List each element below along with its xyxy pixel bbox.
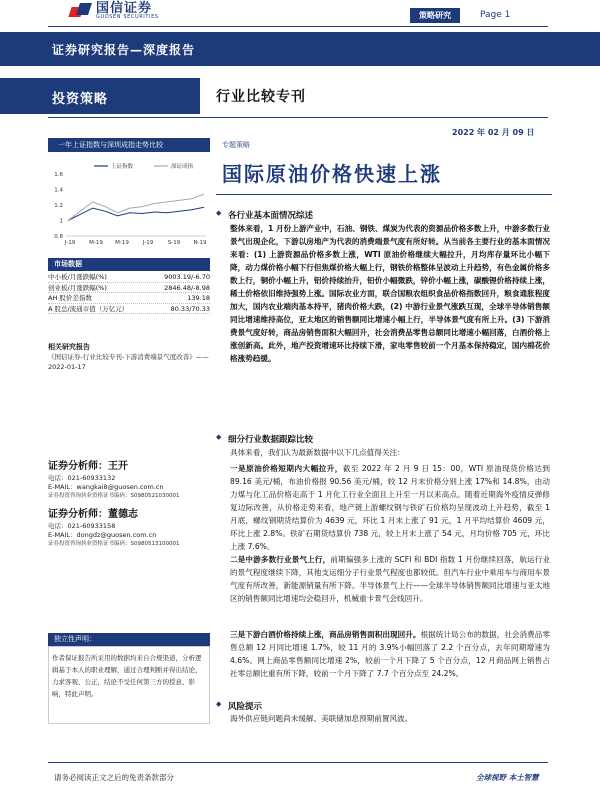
analyst-phone: 电话：021-60933132	[48, 474, 116, 482]
analyst-email[interactable]: E-MAIL：wangkai8@guosen.com.cn	[48, 483, 164, 491]
market-data-table	[48, 272, 210, 314]
disclaimer-header: 独立性声明：	[48, 633, 210, 646]
analyst-cert: 证券投资咨询执业资格证书编码：S0980521030001	[48, 493, 180, 499]
y-tick-label: 1.6	[54, 172, 63, 178]
report-date: 2022 年 02 月 09 日	[452, 128, 535, 137]
paragraph	[230, 462, 550, 553]
x-tick-label: M-19	[115, 240, 129, 246]
paragraph-body: 截至 2022 年 2 月 9 日 15：00，WTI 原油现货价格达到 89.16 美元/桶，布油价格报 90.56 美元/桶，较 12 月末价格分别上涨 17%和 14.8%，由动力煤与化工品价格走高于 1 月化工行业全面且上升至一月以来高点。随着近期海外疫情反弹修复边际改善，从价格走势来看，地产链上游螺纹钢与铁矿石价格均呈现波动上升趋势，截至 1 月底，螺纹钢期货结算价为 4639 元，环比 1 月末上涨了 91 元，1 月平均结算价 4609 元，环比上涨 2.8%。铁矿石期货结算价 738 元，较上月末上涨了 54 元，月均价格 705 元，环比上涨 7.6%。	[230, 464, 550, 551]
report-banner-text: 证券研究报告—深度报告	[52, 43, 196, 57]
analyst-card	[48, 460, 218, 500]
x-tick-label: M-19	[89, 240, 103, 246]
header-divider	[48, 26, 548, 27]
y-tick-label: 1	[59, 218, 63, 225]
series-line	[68, 194, 204, 220]
row-label: 中小板/月涨跌幅(%)	[48, 273, 107, 281]
table-row	[48, 304, 210, 315]
disclaimer-text: 作者保证报告所采用的数据均来自合规渠道，分析逻辑基于本人的职业理解，通过合理判断并得出结论，力求客观、公正，结论不受任何第三方的授意、影响，特此声明。	[52, 654, 202, 698]
analyst-email[interactable]: E-MAIL：dongdz@guosen.com.cn	[48, 531, 157, 539]
related-report-link[interactable]: 《国信证券-行业比较专刊-下游消费端景气度改善》——2022-01-17	[48, 353, 209, 371]
footer-disclaimer: 请务必阅读正文之后的免责条款部分	[54, 773, 174, 782]
paragraph	[230, 628, 550, 680]
section-body: 整体来看，1 月份上游产业中，石油、钢铁、煤炭为代表的资源品价格多数上升，中游多数行业景气出现企化，下游以房地产为代表的消费端景气度有所好转。从当前各主要行业的基本面情况来看：(1) 上游资源品价格多数上涨，WTI 原油价格继续大幅拉升，月均库存量环比小幅下降，动力煤价格小幅下行但焦煤价格大幅上行，钢铁价格整体呈波动上升趋势，有色金属价格多数上行，铜价小幅上升，铝价持续抬升，铅价小幅微跌，锌价小幅上涨，碳酸锂价格持续上涨，稀土价格依旧维持强势上涨。国际农业方面，联合国粮农组织食品价格指数回升，粮食通胀程度加大，国内农业端肉基本持平，猪肉价格大跌，(2) 中游行业景气涨跌互现，全球半导体销售额同比增速维持高位，亚太地区的销售额同比增速小幅上行，半导体景气度有所上升。(3) 下游消费景气度好转，商品房销售面积大幅回升，社会消费品零售总额同比增速小幅回落，白酒价格上涨创新高。此外，地产投资增速环比持续下滑，家电零售较前一个月基本保持稳定，国内棉花价格涨势趋缓。	[230, 224, 550, 363]
title-divider	[216, 194, 552, 195]
paragraph-lead: 三是下游白酒价格持续上涨，商品房销售面积出现回升。	[230, 630, 421, 639]
x-tick-label: N-19	[193, 240, 207, 246]
table-row	[48, 283, 210, 294]
row-value: 2846.48/-8.98	[164, 283, 210, 292]
section-heading: ◆ 各行业基本面情况综述	[228, 209, 313, 221]
paragraph-body: 前期偏强多上涨的 SCFI 和 BDI 指数 1 月份继续回落，航运行业的景气程度继续下降，其他支运细分子行业景气程度也都较低。但汽车行业中乘用车与商用车景气度有所改善，新能源销量有所下降。半导体景气上行——全球半导体销售额同比增速与亚太地区的销售额同比增速均会稳回升，机械重卡景气会线回升。	[230, 555, 551, 603]
analyst-name: 证券分析师：王开	[48, 461, 128, 472]
main-title: 国际原油价格快速上涨	[222, 162, 442, 186]
paragraph-lead: 二是中游多数行业景气上行，	[230, 555, 331, 564]
section-body: 海外供应链问题尚未缓解、美联储加息预期前置风波。	[230, 714, 413, 723]
logo-cn: 国信证券	[96, 1, 153, 16]
table-row	[48, 293, 210, 304]
section-divider	[48, 117, 548, 118]
row-value: 139.18	[187, 294, 210, 302]
row-value: 80.33/70.33	[170, 304, 210, 313]
report-subtitle: 行业比较专刊	[216, 89, 306, 105]
section-heading: ◆ 风险提示	[228, 700, 262, 712]
report-type-label: 策略研究	[410, 8, 460, 23]
analyst-phone: 电话：021-60933158	[48, 522, 116, 530]
legend-label: 深证成指	[171, 164, 194, 170]
table-row	[48, 272, 210, 283]
paragraph-body: 根据统计局公布的数据，社会消费品零售总额 12 月同比增速 1.7%，较 11 月的 3.9%小幅回落了 2.2 个百分点，去年同期增速为 4.6%。网上商品零售额同比增速 2%，较前一个月下降了 5 个百分点，12 月商品网上销售占社零总额比重有所下降，较前一个月下降了 7.7 个百分点至 24.2%。	[230, 630, 551, 678]
y-tick-label: 1.2	[54, 203, 63, 209]
footer-divider	[48, 762, 548, 763]
legend-label: 上证指数	[111, 164, 134, 170]
chart-svg	[48, 156, 210, 254]
row-label: AH 股价差指数	[48, 294, 92, 302]
analyst-cert: 证券投资咨询执业资格证书编码：S0980513100001	[48, 541, 180, 547]
topic-tag: 专题策略	[222, 141, 250, 149]
analyst-name: 证券分析师：董德志	[48, 509, 138, 520]
logo-mark-icon	[70, 3, 90, 19]
y-tick-label: 1.4	[54, 187, 63, 194]
footer-slogan: 全球视野 本土智慧	[476, 773, 539, 782]
section-heading: ◆ 细分行业数据跟踪比较	[228, 433, 313, 445]
series-line	[68, 207, 204, 220]
logo-en: GUOSEN SECURITIES	[96, 14, 159, 20]
x-tick-label: S-19	[167, 240, 181, 246]
company-logo	[70, 2, 159, 20]
strategy-label: 投资策略	[52, 92, 109, 107]
strategy-block	[0, 78, 200, 114]
y-tick-label: 0.8	[54, 234, 63, 240]
row-label: A 股总/流通市值（万亿元）	[48, 304, 129, 313]
paragraph-lead: 一是原油价格短期内大幅拉升，	[230, 464, 343, 473]
paragraph	[230, 553, 550, 605]
page-number: Page 1	[480, 10, 511, 20]
row-label: 创业板/月涨跌幅(%)	[48, 283, 107, 292]
index-chart-header: 一年上证指数与深圳成指走势比较	[48, 138, 210, 152]
row-value: 9003.19/-6.70	[164, 273, 210, 281]
related-reports-title: 相关研究报告	[48, 343, 90, 351]
index-comparison-chart	[48, 156, 210, 254]
x-tick-label: J-19	[64, 240, 76, 246]
market-data-header: 市场数据	[48, 258, 210, 271]
section-intro: 具体来看，我们认为最新数据中以下几点值得关注：	[230, 448, 405, 457]
analyst-card	[48, 508, 218, 548]
x-tick-label: J-19	[142, 240, 154, 246]
